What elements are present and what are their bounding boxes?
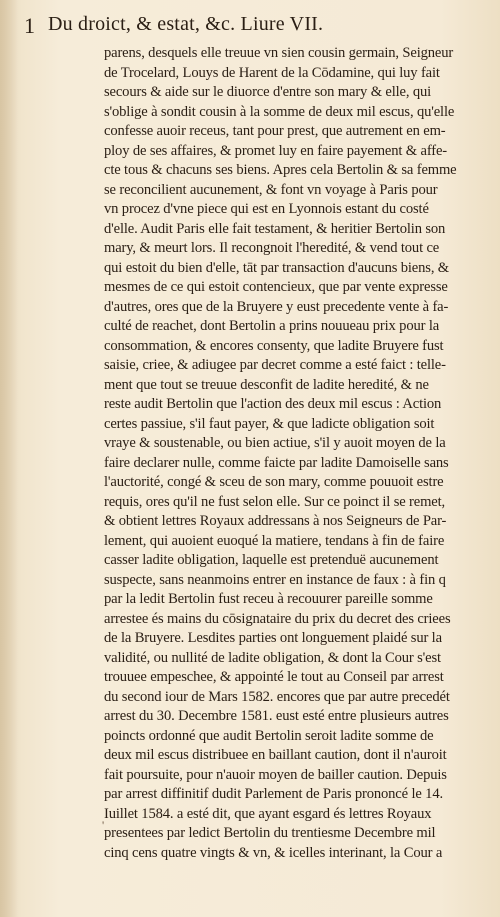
text-line: qui estoit du bien d'elle, tāt par transaction d'aucuns biens, & <box>104 259 450 276</box>
text-line: fait poursuite, pour n'auoir moyen de bailler caution. Depuis <box>104 766 447 783</box>
text-line: Iuillet 1584. a esté dit, que ayant esgard és lettres Royaux <box>104 805 432 822</box>
text-line: lement, qui auoient euoqué la matiere, tendans à fin de faire <box>104 532 445 549</box>
text-line: faire declarer nulle, comme faicte par ladite Damoiselle sans <box>104 454 449 471</box>
text-line: de la Bruyere. Lesdites parties ont longuement plaidé sur la <box>104 630 442 646</box>
text-line: certes passiue, s'il faut payer, & que ladicte obligation soit <box>104 415 435 432</box>
text-line: se reconcilient aucunement, & font vn voyage à Paris pour <box>104 181 438 198</box>
text-line: d'elle. Audit Paris elle fait testament, & heritier Bertolin son <box>104 220 446 237</box>
text-line: arrestee és mains du cōsignataire du prix du decret des criees <box>104 610 451 627</box>
page-speck: ' <box>102 818 105 832</box>
text-line: casser ladite obligation, laquelle est pretenduë aucunement <box>104 552 439 568</box>
text-line: de Trocelard, Louys de Harent de la Cōdamine, qui luy fait <box>104 64 440 81</box>
text-line: presentees par ledict Bertolin du trentiesme Decembre mil <box>104 825 436 841</box>
text-line: suspecte, sans neanmoins entrer en instance de faux : à fin q <box>104 571 446 588</box>
text-line: consommation, & encores consenty, que ladite Bruyere fust <box>104 337 444 354</box>
text-line: par la ledit Bertolin fust receu à recouurer pareille somme <box>104 591 433 607</box>
text-line: trouuee empeschee, & appointé le tout au Conseil par arrest <box>104 669 444 685</box>
text-line: cte tous & chacuns ses biens. Apres cela Bertolin & sa femme <box>104 162 457 178</box>
text-line: ment que tout se treuue desconfit de ladite heredité, & ne <box>104 376 429 393</box>
text-line: cinq cens quatre vingts & vn, & icelles interinant, la Cour a <box>104 844 443 861</box>
text-line: poincts ordonné que audit Bertolin seroit ladite somme de <box>104 727 434 744</box>
text-line: reste audit Bertolin que l'action des deux mil escus : Action <box>104 396 442 412</box>
text-line: s'oblige à sondit cousin à la somme de deux mil escus, qu'elle <box>104 103 455 120</box>
text-line: par arrest diffinitif dudit Parlement de Paris prononcé le 14. <box>104 786 443 802</box>
text-line: mesmes de ce qui estoit contencieux, que par vente expresse <box>104 279 448 295</box>
body-text <box>104 44 488 863</box>
text-line: du second iour de Mars 1582. encores que par autre precedét <box>104 688 450 705</box>
text-line: deux mil escus distribuee en baillant caution, dont il n'auroit <box>104 747 447 763</box>
text-line: & obtient lettres Royaux addressans à nos Seigneurs de Par- <box>104 513 447 529</box>
text-line: secours & aide sur le diuorce d'entre son mary & elle, qui <box>104 84 432 100</box>
text-line: vn procez d'vne piece qui est en Lyonnois estant du costé <box>104 201 429 217</box>
text-line: validité, ou nullité de ladite obligation, & dont la Cour s'est <box>104 649 441 666</box>
text-line: mary, & meurt lors. Il recongnoit l'heredité, & vend tout ce <box>104 240 440 256</box>
page-gutter-shadow <box>0 0 18 917</box>
text-line: confesse auoir receus, tant pour prest, que autrement en em- <box>104 123 446 139</box>
text-line: requis, ores qu'il ne fust selon elle. Sur ce poinct il se remet, <box>104 493 446 510</box>
text-line: arrest du 30. Decembre 1581. eust esté entre plusieurs autres <box>104 708 449 724</box>
page-number: 1 <box>24 13 35 38</box>
text-line: culté de reachet, dont Bertolin a prins nouueau prix pour la <box>104 318 440 334</box>
running-title: Du droict, & estat, &c. Liure VII. <box>48 13 324 35</box>
text-line: l'auctorité, congé & sceu de son mary, comme pouuoit estre <box>104 474 444 490</box>
page-header <box>0 12 500 42</box>
text-line: ploy de ses affaires, & promet luy en faire payement & affe- <box>104 142 448 159</box>
text-line: d'autres, ores que de la Bruyere y eust precedente vente à fa- <box>104 298 449 315</box>
text-line: vraye & soustenable, ou bien actiue, s'il y auoit moyen de la <box>104 435 446 451</box>
text-line: saisie, criee, & adiugee par decret comme a esté faict : telle- <box>104 357 446 373</box>
text-line: parens, desquels elle treuue vn sien cousin germain, Seigneur <box>104 45 454 61</box>
